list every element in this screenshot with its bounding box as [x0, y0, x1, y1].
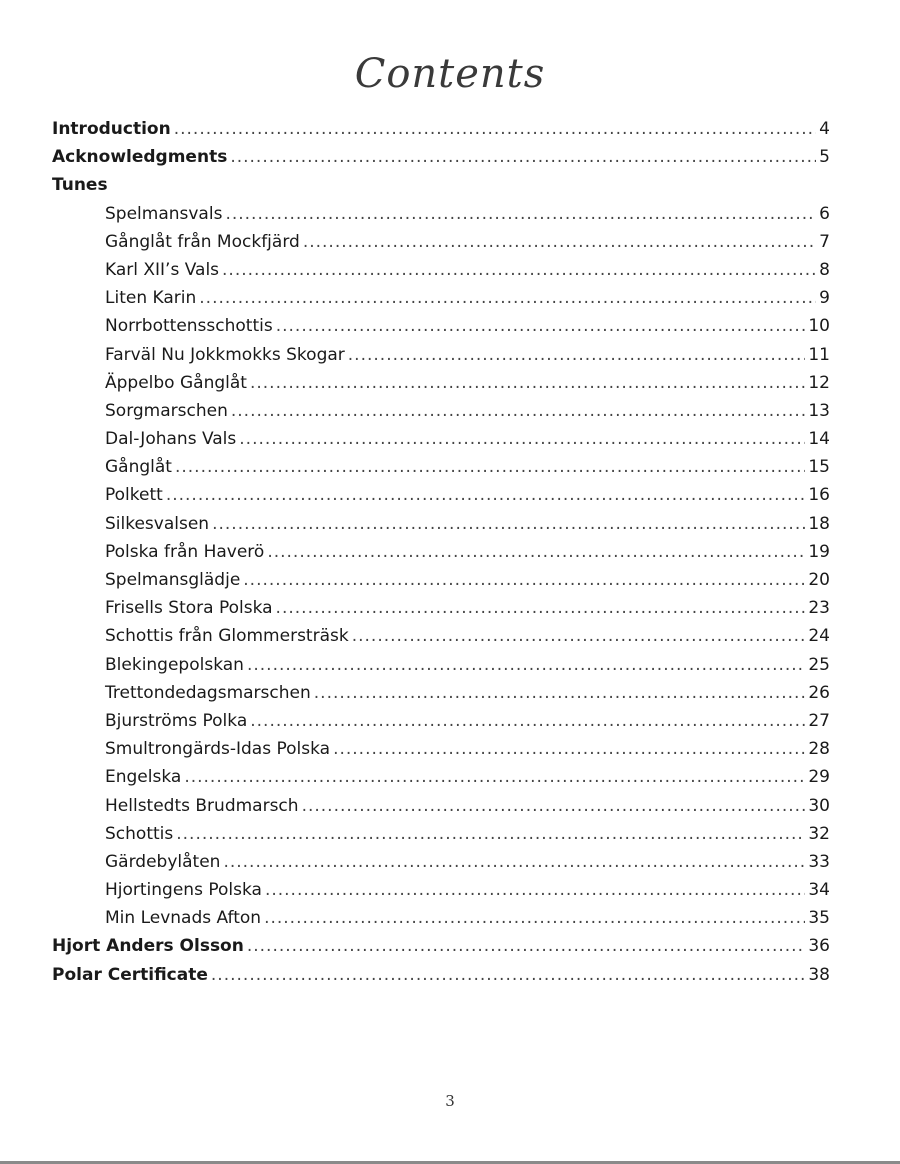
toc-entry-title: Gärdebylåten [105, 851, 221, 872]
toc-leader-dots [212, 510, 805, 538]
toc-leader-dots [231, 397, 806, 425]
toc-entry-title: Sorgmarschen [105, 400, 228, 421]
toc-entry[interactable] [52, 341, 830, 369]
page-number: 3 [445, 1092, 455, 1110]
toc-leader-dots [211, 961, 805, 989]
toc-entry-title: Schottis [105, 823, 174, 844]
toc-leader-dots [348, 341, 806, 369]
toc-entry-page: 27 [808, 710, 830, 731]
toc-entry-title: Silkesvalsen [105, 513, 210, 534]
toc-entry-title: Tunes [52, 175, 108, 196]
toc-entry-page: 4 [819, 119, 830, 139]
toc-entry[interactable] [52, 538, 830, 566]
toc-entry-page: 15 [808, 457, 830, 478]
toc-leader-dots [243, 566, 805, 594]
toc-entry-page: 26 [808, 682, 830, 703]
toc-entry-page: 11 [808, 344, 830, 365]
toc-leader-dots [175, 453, 805, 481]
toc-entry[interactable] [52, 200, 830, 228]
toc-entry-page: 30 [808, 795, 830, 816]
toc-entry-page: 25 [808, 654, 830, 675]
toc-entry-page: 7 [819, 231, 830, 252]
toc-entry-title: Äppelbo Gånglåt [105, 372, 247, 393]
toc-entry[interactable] [52, 763, 830, 791]
toc-entry-page: 13 [808, 400, 830, 421]
table-of-contents [52, 115, 830, 989]
toc-entry-title: Acknowledgments [52, 147, 228, 168]
toc-leader-dots [247, 651, 805, 679]
toc-entry[interactable] [52, 622, 830, 650]
toc-entry-title: Hjort Anders Olsson [52, 936, 244, 957]
toc-entry-page: 14 [808, 429, 830, 450]
toc-entry[interactable] [52, 820, 830, 848]
toc-entry-page: 32 [808, 823, 830, 844]
toc-entry[interactable] [52, 651, 830, 679]
toc-entry[interactable] [52, 143, 830, 171]
toc-entry-page: 8 [819, 259, 830, 280]
toc-entry-page: 35 [808, 908, 830, 929]
toc-entry-page: 33 [808, 851, 830, 872]
toc-entry-page: 20 [808, 570, 830, 590]
toc-entry[interactable] [52, 848, 830, 876]
toc-entry-title: Liten Karin [105, 288, 197, 309]
toc-leader-dots [239, 425, 805, 453]
toc-entry[interactable] [52, 961, 830, 989]
toc-leader-dots [174, 115, 816, 143]
toc-entry-page: 23 [808, 598, 830, 619]
toc-entry-title: Blekingepolskan [105, 654, 244, 675]
toc-entry-page: 12 [808, 372, 830, 393]
toc-entry[interactable] [52, 425, 830, 453]
toc-entry-title: Frisells Stora Polska [105, 598, 273, 619]
toc-entry[interactable] [52, 594, 830, 622]
toc-leader-dots [247, 932, 806, 960]
toc-entry[interactable] [52, 735, 830, 763]
toc-entry[interactable] [52, 453, 830, 481]
toc-entry-title: Gånglåt [105, 457, 172, 478]
toc-leader-dots [265, 876, 805, 904]
toc-entry-title: Engelska [105, 767, 182, 788]
toc-entry-title: Spelmansglädje [105, 570, 241, 590]
toc-entry[interactable] [52, 932, 830, 960]
toc-entry[interactable] [52, 792, 830, 820]
toc-entry[interactable] [52, 904, 830, 932]
toc-entry-title: Introduction [52, 119, 171, 139]
toc-entry-title: Karl XII’s Vals [105, 259, 220, 280]
toc-entry[interactable] [52, 312, 830, 340]
toc-entry[interactable] [52, 284, 830, 312]
toc-entry-title: Polar Certificate [52, 964, 208, 985]
toc-leader-dots [302, 792, 806, 820]
toc-entry[interactable] [52, 397, 830, 425]
toc-leader-dots [176, 820, 805, 848]
toc-leader-dots [199, 284, 816, 312]
toc-entry[interactable] [52, 876, 830, 904]
toc-entry-page: 36 [808, 936, 830, 957]
toc-entry-page: 19 [808, 541, 830, 562]
toc-entry-title: Polkett [105, 485, 163, 506]
toc-entry[interactable] [52, 481, 830, 509]
toc-entry-page: 6 [819, 203, 830, 224]
toc-leader-dots [222, 256, 816, 284]
toc-leader-dots [223, 848, 805, 876]
toc-entry[interactable] [52, 566, 830, 594]
toc-entry-title: Bjurströms Polka [105, 710, 248, 731]
toc-leader-dots [225, 200, 816, 228]
toc-entry-title: Spelmansvals [105, 203, 223, 224]
toc-entry[interactable] [52, 510, 830, 538]
toc-leader-dots [184, 763, 805, 791]
toc-entry-page: 38 [808, 964, 830, 985]
toc-leader-dots [250, 707, 805, 735]
toc-entry[interactable] [52, 707, 830, 735]
toc-leader-dots [352, 622, 806, 650]
toc-entry[interactable] [52, 679, 830, 707]
toc-section-heading [52, 171, 830, 199]
toc-leader-dots [333, 735, 805, 763]
toc-entry-title: Trettondedagsmarschen [105, 682, 311, 703]
toc-leader-dots [276, 594, 806, 622]
toc-leader-dots [303, 228, 816, 256]
toc-entry-title: Schottis från Glommersträsk [105, 626, 349, 647]
toc-entry-page: 5 [819, 147, 830, 168]
toc-entry-title: Smultrongärds-Idas Polska [105, 739, 331, 760]
toc-leader-dots [267, 538, 805, 566]
toc-entry-page: 16 [808, 485, 830, 506]
toc-leader-dots [250, 369, 805, 397]
toc-leader-dots [166, 481, 806, 509]
toc-entry-page: 10 [808, 316, 830, 337]
toc-entry[interactable] [52, 256, 830, 284]
toc-entry[interactable] [52, 115, 830, 143]
toc-entry-page: 28 [808, 739, 830, 760]
toc-entry-page: 18 [808, 513, 830, 534]
toc-entry-page: 29 [808, 767, 830, 788]
toc-entry-title: Hjortingens Polska [105, 880, 262, 901]
toc-entry-page: 34 [808, 880, 830, 901]
toc-entry-title: Min Levnads Afton [105, 908, 262, 929]
toc-entry[interactable] [52, 228, 830, 256]
toc-entry-title: Polska från Haverö [105, 541, 265, 562]
toc-entry-title: Farväl Nu Jokkmokks Skogar [105, 344, 345, 365]
toc-entry-page: 9 [819, 288, 830, 309]
page-title: Contents [354, 51, 546, 97]
toc-entry-title: Dal-Johans Vals [105, 429, 237, 450]
toc-entry-title: Norrbottensschottis [105, 316, 273, 337]
toc-leader-dots [276, 312, 806, 340]
toc-entry-title: Gånglåt från Mockfjärd [105, 231, 300, 252]
toc-leader-dots [264, 904, 805, 932]
toc-entry-title: Hellstedts Brudmarsch [105, 795, 299, 816]
toc-entry-page: 24 [808, 626, 830, 647]
toc-leader-dots [230, 143, 816, 171]
toc-entry[interactable] [52, 369, 830, 397]
toc-leader-dots [314, 679, 806, 707]
